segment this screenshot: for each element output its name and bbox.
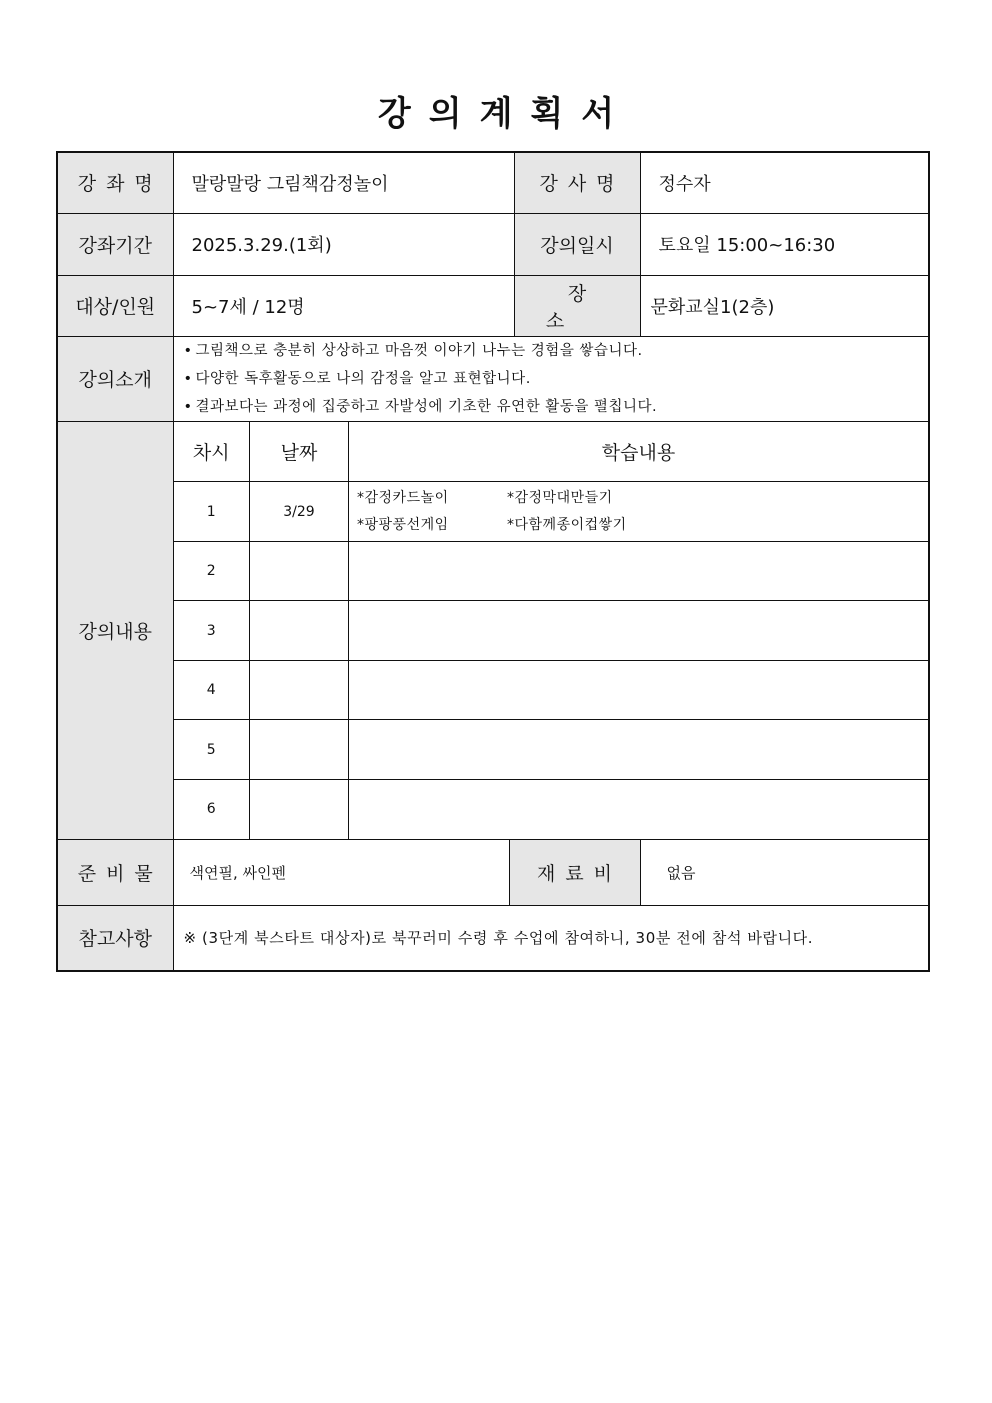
session-activities bbox=[349, 601, 929, 661]
period-label: 강좌기간 bbox=[57, 213, 173, 275]
session-activities bbox=[349, 482, 929, 542]
date-header: 날짜 bbox=[250, 422, 349, 482]
notes-value: ※ (3단계 북스타트 대상자)로 북꾸러미 수령 후 수업에 참여하니, 30분 전에 참석 바랍니다. bbox=[173, 905, 929, 971]
instructor-value: 정수자 bbox=[640, 152, 929, 213]
row-period bbox=[57, 213, 929, 275]
session-row bbox=[174, 601, 929, 661]
content-cell bbox=[173, 421, 929, 839]
activity-item: *팡팡풍선게임 bbox=[357, 516, 449, 533]
content-header: 학습내용 bbox=[349, 422, 929, 482]
session-header-row bbox=[174, 422, 929, 482]
session-row bbox=[174, 482, 929, 542]
session-number: 3 bbox=[174, 601, 250, 661]
bullet-icon: • bbox=[183, 398, 193, 415]
bullet-icon: • bbox=[183, 342, 193, 359]
session-row bbox=[174, 720, 929, 780]
intro-list bbox=[174, 337, 929, 421]
location-label: 장소 bbox=[514, 275, 640, 336]
target-value: 5~7세 / 12명 bbox=[173, 275, 514, 336]
target-label: 대상/인원 bbox=[57, 275, 173, 336]
notes-label: 참고사항 bbox=[57, 905, 173, 971]
session-number: 2 bbox=[174, 542, 250, 601]
supplies-value: 색연필, 싸인펜 bbox=[173, 839, 509, 905]
session-date bbox=[250, 601, 349, 661]
row-supplies bbox=[57, 839, 929, 905]
intro-label: 강의소개 bbox=[57, 336, 173, 421]
session-row bbox=[174, 542, 929, 601]
session-date bbox=[250, 661, 349, 720]
activity-item: *다함께종이컵쌓기 bbox=[507, 516, 627, 533]
session-row bbox=[174, 661, 929, 720]
course-value: 말랑말랑 그림책감정놀이 bbox=[173, 152, 514, 213]
session-number: 6 bbox=[174, 780, 250, 839]
fee-value: 없음 bbox=[640, 839, 929, 905]
course-label: 강좌명 bbox=[57, 152, 173, 213]
session-activities bbox=[349, 720, 929, 780]
session-date bbox=[250, 720, 349, 780]
location-value: 문화교실1(2층) bbox=[640, 275, 929, 336]
session-activities bbox=[349, 661, 929, 720]
document-title: 강의계획서 bbox=[377, 94, 633, 134]
session-date bbox=[250, 780, 349, 839]
activity-item: *감정막대만들기 bbox=[507, 489, 613, 506]
row-intro bbox=[57, 336, 929, 421]
content-label: 강의내용 bbox=[57, 421, 173, 839]
session-number: 1 bbox=[174, 482, 250, 542]
session-activities bbox=[349, 780, 929, 839]
schedule-label: 강의일시 bbox=[514, 213, 640, 275]
row-course bbox=[57, 152, 929, 213]
row-notes bbox=[57, 905, 929, 971]
session-number: 4 bbox=[174, 661, 250, 720]
intro-content bbox=[173, 336, 929, 421]
intro-item: • 결과보다는 과정에 집중하고 자발성에 기초한 유연한 활동을 펼칩니다. bbox=[184, 393, 929, 421]
session-row bbox=[174, 780, 929, 839]
session-number: 5 bbox=[174, 720, 250, 780]
session-activities bbox=[349, 542, 929, 601]
session-date: 3/29 bbox=[250, 482, 349, 542]
schedule-value: 토요일 15:00~16:30 bbox=[640, 213, 929, 275]
intro-item: • 다양한 독후활동으로 나의 감정을 알고 표현합니다. bbox=[184, 365, 929, 393]
period-value: 2025.3.29.(1회) bbox=[173, 213, 514, 275]
session-header: 차시 bbox=[174, 422, 250, 482]
lecture-plan-table bbox=[56, 151, 930, 972]
fee-label: 재료비 bbox=[509, 839, 640, 905]
session-table bbox=[174, 422, 929, 839]
intro-item: • 그림책으로 충분히 상상하고 마음껏 이야기 나누는 경험을 쌓습니다. bbox=[184, 337, 929, 365]
session-date bbox=[250, 542, 349, 601]
row-content bbox=[57, 421, 929, 839]
supplies-label: 준비물 bbox=[57, 839, 173, 905]
bullet-icon: • bbox=[183, 370, 193, 387]
activity-item: *감정카드놀이 bbox=[357, 489, 449, 506]
instructor-label: 강사명 bbox=[514, 152, 640, 213]
row-target bbox=[57, 275, 929, 336]
